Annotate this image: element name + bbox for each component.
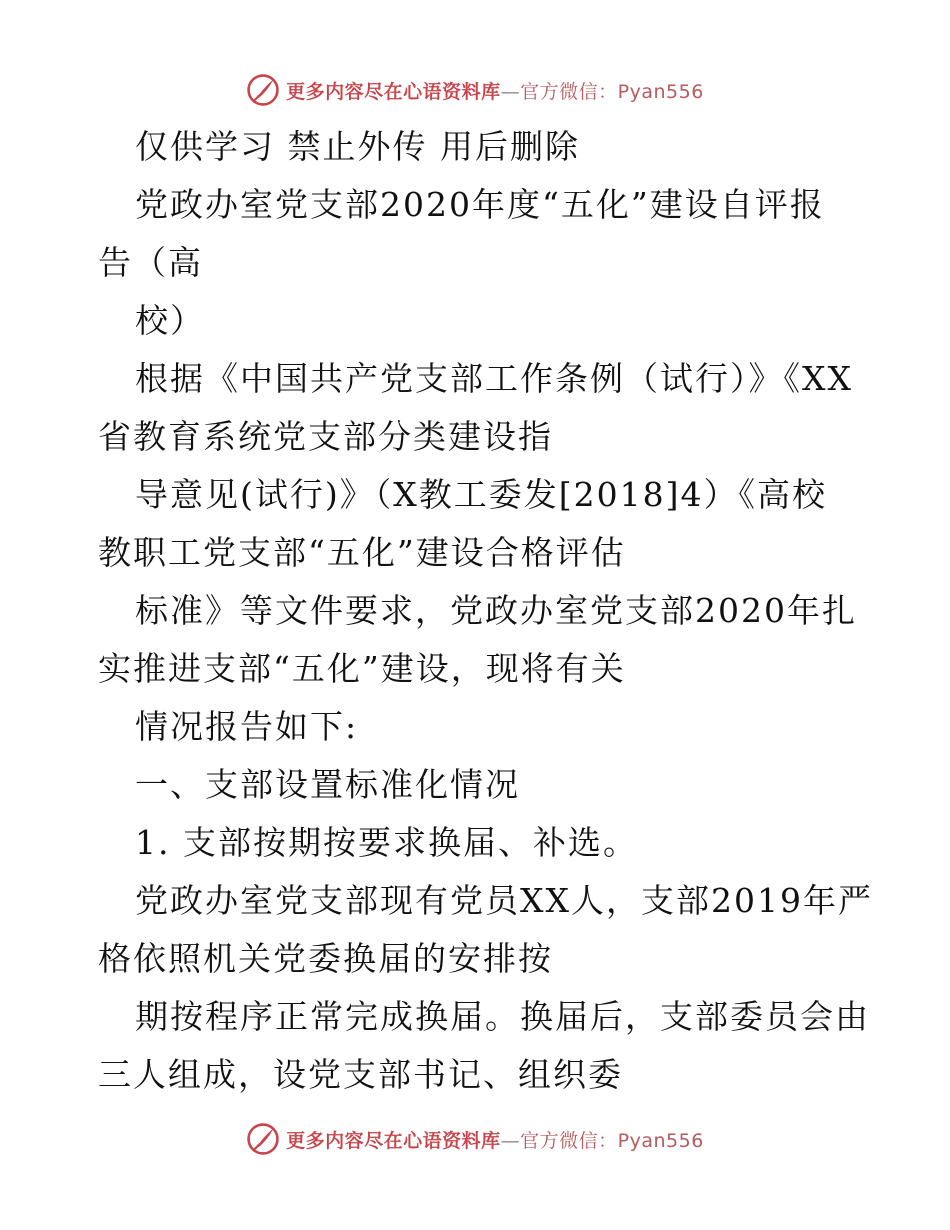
body-line: 情况报告如下: [135,707,359,746]
body-line: 校） [135,301,205,340]
body-line: 仅供学习 禁止外传 用后删除 [135,127,580,166]
header-banner-inner [246,73,704,107]
banner-separator: — [500,1129,521,1152]
body-line: 标准》等文件要求，党政办室党支部2020年扎 [135,591,857,630]
banner-main-text: 更多内容尽在心语资料库 [286,80,501,103]
feather-pen-logo-icon [246,73,280,107]
body-line: 省教育系统党支部分类建设指 [98,417,553,456]
header-banner [0,70,950,110]
body-line: 党政办室党支部2020年度“五化”建设自评报 [135,185,825,224]
body-line: 期按程序正常完成换届。换届后，支部委员会由 [135,997,870,1036]
feather-pen-logo-icon [246,1122,280,1156]
body-line: 实推进支部“五化”建设，现将有关 [98,649,626,688]
banner-separator: — [500,80,521,103]
footer-banner-inner [246,1122,704,1156]
section-heading: 一、支部设置标准化情况 [135,765,520,804]
body-line: 党政办室党支部现有党员XX人，支部2019年严 [135,881,873,920]
body-line: 格依照机关党委换届的安排按 [98,939,553,978]
body-line: 告（高 [98,243,203,282]
banner-text [286,1126,704,1153]
banner-main-text: 更多内容尽在心语资料库 [286,1129,501,1152]
banner-wechat-text: 官方微信：Pyan556 [520,80,704,103]
body-line: 根据《中国共产党支部工作条例（试行）》《XX [135,359,853,398]
banner-wechat-text: 官方微信：Pyan556 [520,1129,704,1152]
subsection-heading: 1. 支部按期按要求换届、补选。 [135,823,638,862]
banner-text [286,77,704,104]
body-line: 教职工党支部“五化”建设合格评估 [98,533,626,572]
body-line: 导意见(试行)》（X教工委发[2018]4）《高校 [135,475,827,514]
body-line: 三人组成，设党支部书记、组织委 [98,1055,623,1094]
footer-banner [0,1119,950,1159]
